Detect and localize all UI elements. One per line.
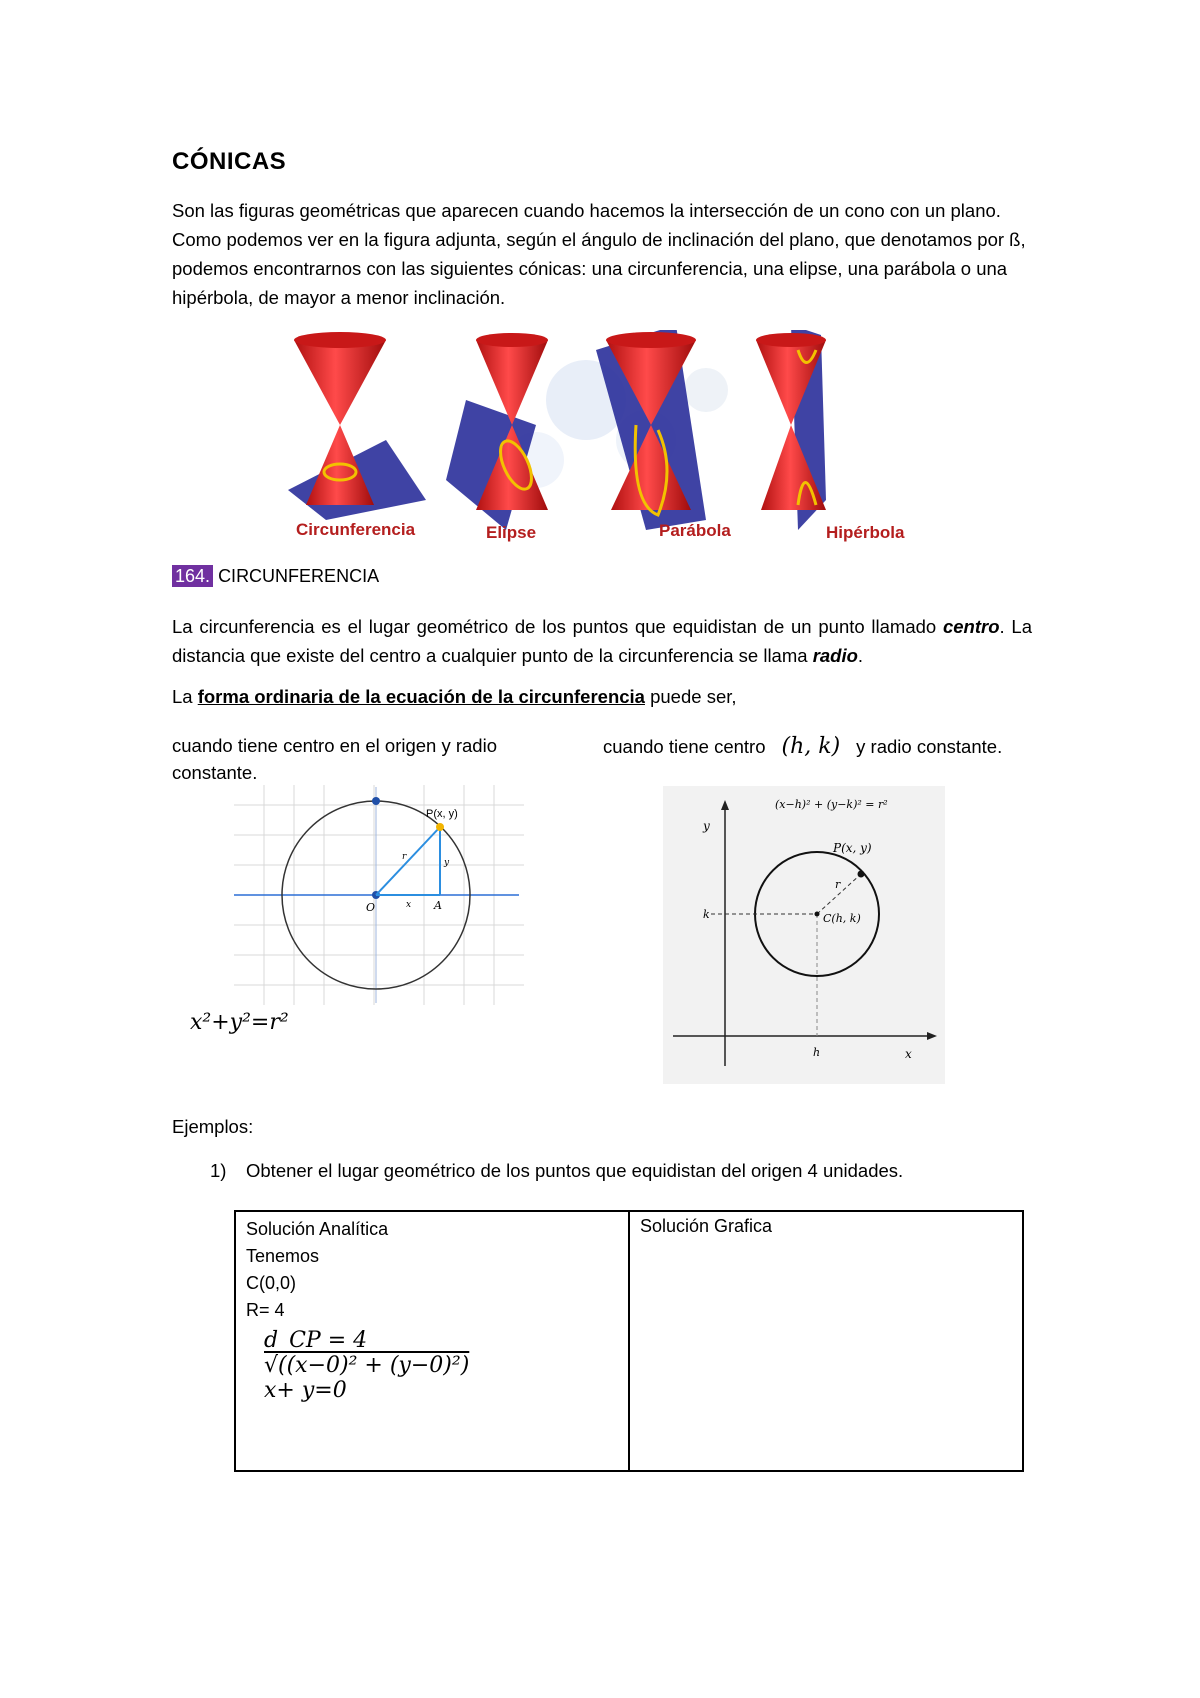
- math-sum: x+ y=0: [264, 1378, 347, 1403]
- label-x: x: [905, 1047, 912, 1061]
- graphic-header: Solución Grafica: [640, 1216, 773, 1236]
- solution-table: [234, 1210, 1024, 1472]
- graphic-cell: [629, 1211, 1023, 1471]
- page-title: CÓNICAS: [172, 148, 287, 175]
- label-hiperbola: Hipérbola: [826, 523, 905, 542]
- label-point-p: P(x, y): [426, 808, 458, 820]
- label-point-p: P(x, y): [833, 841, 872, 855]
- cone-parabola: [596, 330, 706, 530]
- label-parabola: Parábola: [659, 521, 731, 540]
- right-text-pre: cuando tiene centro: [603, 736, 766, 757]
- label-y-leg: y: [444, 858, 450, 868]
- analytic-header: Solución Analítica: [246, 1219, 389, 1239]
- label-h: h: [813, 1046, 821, 1059]
- def-text-2: . La distancia que existe del centro a cualquier punto de la circunferencia se llama: [172, 616, 1032, 666]
- def-text-end: .: [857, 645, 864, 666]
- center-hk: (h, k): [781, 734, 841, 759]
- cone-circunferencia: [288, 332, 426, 520]
- section-number: 164.: [172, 565, 213, 587]
- conics-figure: [286, 330, 926, 550]
- label-r: r: [835, 878, 841, 891]
- def-text-1: La circunferencia es el lugar geométrico de los puntos que equidistan de un punto llamado: [172, 616, 943, 637]
- forma-post: puede ser,: [644, 686, 737, 707]
- cone-hiperbola: [756, 330, 826, 530]
- label-elipse: Elipse: [486, 523, 537, 542]
- label-equation: (x−h)² + (y−k)² = r²: [775, 798, 888, 811]
- section-heading: [172, 566, 379, 587]
- forma-paragraph: [172, 686, 737, 708]
- label-center: C(h, k): [823, 912, 861, 925]
- definition-paragraph: [172, 612, 1032, 670]
- analytic-cell: [235, 1211, 629, 1471]
- math-distance: d_CP = 4: [264, 1328, 368, 1353]
- example-1: [210, 1160, 903, 1182]
- cone-elipse: [446, 333, 548, 530]
- label-a: A: [434, 899, 442, 912]
- sol-line-center: C(0,0): [246, 1273, 297, 1293]
- right-text-post: y radio constante.: [856, 736, 1003, 757]
- example-text: Obtener el lugar geométrico de los puntos que equidistan del origen 4 unidades.: [246, 1160, 904, 1181]
- sol-line-tenemos: Tenemos: [246, 1246, 320, 1266]
- sol-line-radius: R= 4: [246, 1300, 285, 1320]
- right-column-text: [603, 732, 1003, 761]
- label-k: k: [703, 908, 710, 921]
- def-radio: radio: [812, 645, 858, 666]
- forma-pre: La: [172, 686, 198, 707]
- section-title: CIRCUNFERENCIA: [218, 566, 380, 586]
- def-centro: centro: [942, 616, 1000, 637]
- label-circunferencia: Circunferencia: [296, 520, 416, 539]
- origin-circle-graph: [234, 785, 524, 1005]
- intro-paragraph: Son las figuras geométricas que aparecen cuando hacemos la intersección de un cono con un plano. Como podemos ver en la figura adjunta, según el ángulo de inclinación del plano, que denotamos por ß, podemos encontrarnos con las siguientes cónicas: una circunferencia, una elipse, una parábola o una hipérbola, de mayor a menor inclinación.: [172, 200, 1026, 308]
- ejemplos-heading: Ejemplos:: [172, 1116, 254, 1137]
- hk-circle-graph: [663, 786, 945, 1084]
- left-column-text: cuando tiene centro en el origen y radio constante.: [172, 735, 497, 783]
- label-x-leg: x: [406, 900, 412, 910]
- label-r: r: [402, 852, 407, 862]
- formula-origin: x²+y²=r²: [190, 1010, 289, 1035]
- forma-link: forma ordinaria de la ecuación de la circunferencia: [197, 686, 645, 707]
- label-origin: O: [366, 901, 376, 914]
- example-number: 1): [210, 1160, 227, 1181]
- label-y: y: [703, 819, 710, 833]
- math-sqrt: √((x−0)² + (y−0)²): [264, 1353, 470, 1378]
